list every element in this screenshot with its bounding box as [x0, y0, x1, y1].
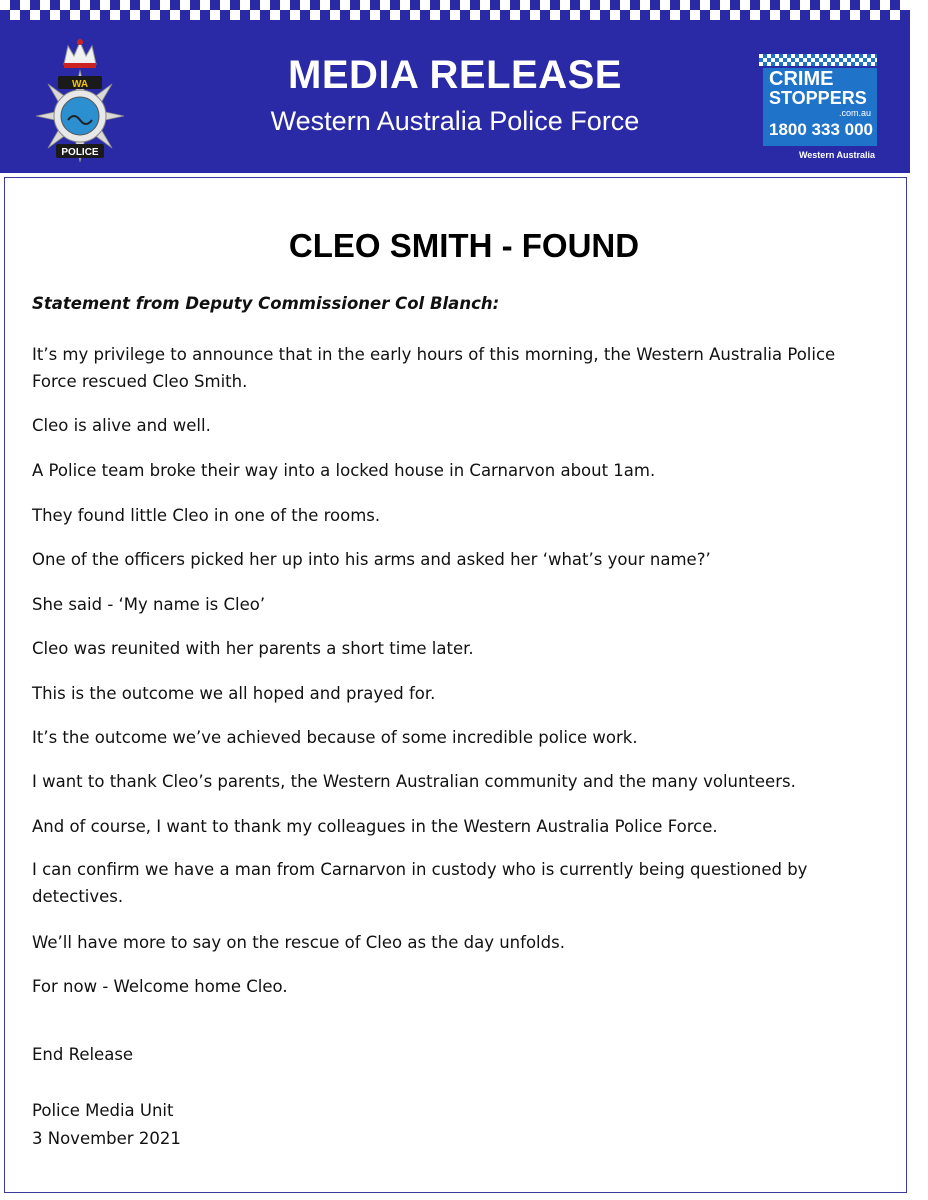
crime-stoppers-checker	[759, 54, 877, 66]
crime-stoppers-region: Western Australia	[798, 150, 875, 160]
paragraph: She said - ‘My name is Cleo’	[32, 595, 266, 614]
page-title: MEDIA RELEASE	[288, 53, 622, 97]
paragraph: They found little Cleo in one of the rooms.	[32, 506, 381, 525]
paragraph: And of course, I want to thank my colleagues in the Western Australia Police Force.	[32, 817, 718, 836]
paragraph: For now - Welcome home Cleo.	[32, 977, 288, 996]
paragraph: Cleo was reunited with her parents a short time later.	[32, 639, 474, 658]
crime-stoppers-phone: 1800 333 000	[769, 120, 873, 139]
release-date: 3 November 2021	[32, 1129, 181, 1148]
checkered-band	[0, 0, 910, 20]
media-unit: Police Media Unit	[32, 1101, 174, 1120]
end-release: End Release	[32, 1045, 134, 1064]
page-subtitle: Western Australia Police Force	[270, 106, 640, 136]
paragraph: I want to thank Cleo’s parents, the Western Australian community and the many volunteers.	[32, 772, 796, 791]
badge-bottom-text: POLICE	[61, 147, 99, 158]
statement-heading: Statement from Deputy Commissioner Col Blanch:	[32, 294, 500, 313]
crime-stoppers-box	[763, 68, 877, 146]
paragraph: Cleo is alive and well.	[32, 416, 211, 435]
paragraph: A Police team broke their way into a locked house in Carnarvon about 1am.	[32, 461, 656, 480]
paragraph: We’ll have more to say on the rescue of Cleo as the day unfolds.	[32, 933, 565, 952]
crime-stoppers-domain: .com.au	[838, 108, 871, 118]
paragraph-line: detectives.	[32, 887, 124, 906]
document-title: CLEO SMITH - FOUND	[288, 227, 640, 264]
crime-stoppers-line2: STOPPERS	[769, 88, 867, 108]
paragraph: It’s the outcome we’ve achieved because of some incredible police work.	[32, 728, 638, 747]
paragraph-line: It’s my privilege to announce that in the early hours of this morning, the Western Australia Police	[32, 345, 836, 364]
crime-stoppers-logo	[759, 54, 877, 166]
crime-stoppers-line1: CRIME	[769, 68, 834, 90]
header-banner	[0, 20, 910, 173]
paragraph-line: Force rescued Cleo Smith.	[32, 372, 248, 391]
paragraph-line: I can confirm we have a man from Carnarvon in custody who is currently being questioned by	[32, 860, 808, 879]
badge-top-text: WA	[71, 79, 89, 90]
paragraph: This is the outcome we all hoped and prayed for.	[32, 684, 436, 703]
paragraph: One of the officers picked her up into his arms and asked her ‘what’s your name?’	[32, 550, 711, 569]
